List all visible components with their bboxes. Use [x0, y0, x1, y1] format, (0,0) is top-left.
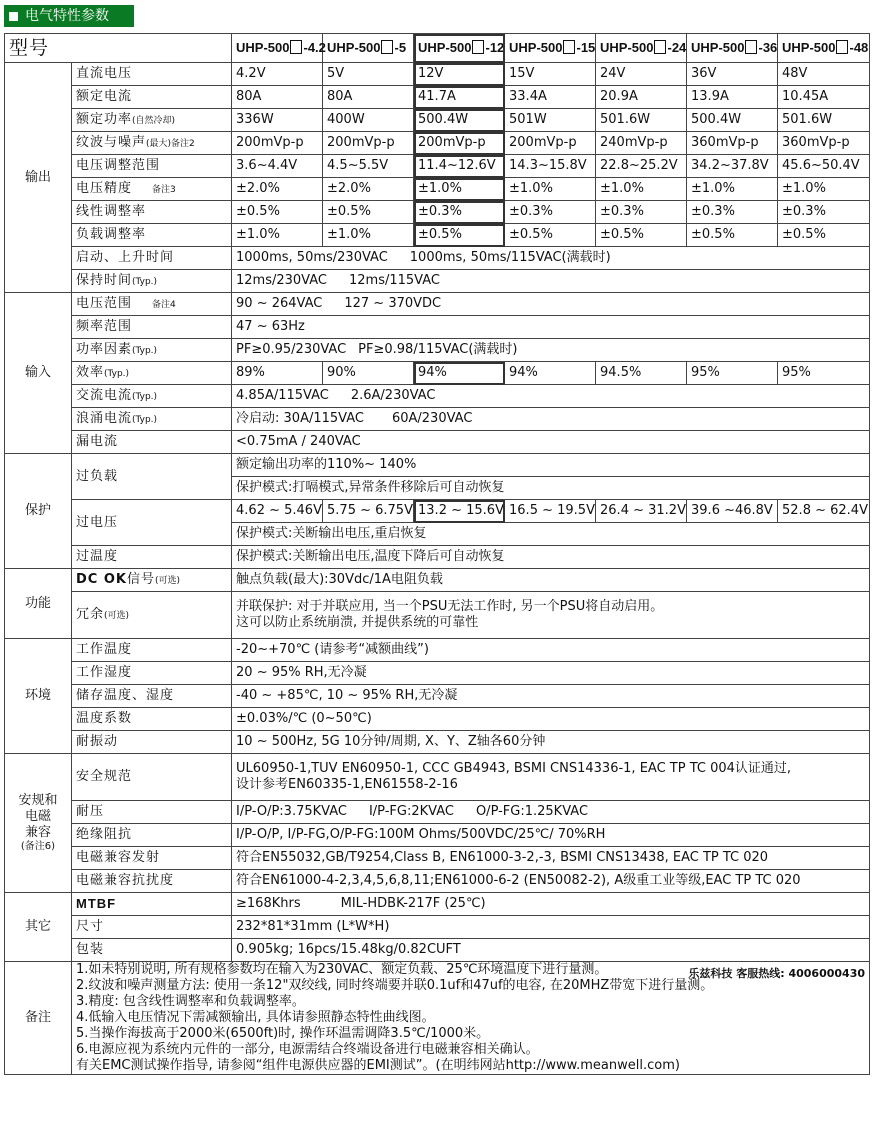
section-safety-emc: 安规和 电磁 兼容 (备注6) — [5, 754, 72, 893]
checkbox-placeholder-icon — [381, 40, 393, 54]
section-banner — [4, 5, 134, 27]
value-cell: 94% — [414, 362, 505, 385]
value-cell: ±1.0% — [232, 224, 323, 247]
value-cell: 12ms/230VAC 12ms/115VAC — [232, 270, 870, 293]
label-withstand: 耐压 — [72, 801, 232, 824]
value-cell: 94.5% — [596, 362, 687, 385]
value-cell: ±1.0% — [687, 178, 778, 201]
value-cell: ±0.5% — [687, 224, 778, 247]
value-cell: 0.905kg; 16pcs/15.48kg/0.82CUFT — [232, 939, 870, 962]
label-overvoltage: 过电压 — [72, 500, 232, 546]
value-cell: ±0.3% — [687, 201, 778, 224]
checkbox-placeholder-icon — [472, 40, 484, 54]
value-cell: ±2.0% — [232, 178, 323, 201]
value-cell: 并联保护: 对于并联应用, 当一个PSU无法工作时, 另一个PSU将自动启用。 这可以防止系统崩溃, 并提供系统的可靠性 — [232, 592, 870, 639]
value-cell: UL60950-1,TUV EN60950-1, CCC GB4943, BSMI CNS14336-1, EAC TP TC 004认证通过, 设计参考EN60335-1,EN61558-2-16 — [232, 754, 870, 801]
model-cell: UHP-500 -4.2 — [232, 34, 323, 63]
row-overvoltage-1 — [5, 500, 870, 523]
value-cell: 45.6~50.4V — [778, 155, 870, 178]
section-notes: 备注 — [5, 962, 72, 1075]
note-line: 4.低输入电压情况下需减额输出, 具体请参照静态特性曲线图。 — [76, 1010, 435, 1025]
row-notes — [5, 962, 870, 1075]
value-cell: 360mVp-p — [687, 132, 778, 155]
section-output: 输出 — [5, 63, 72, 293]
value-cell: 符合EN61000-4-2,3,4,5,6,8,11;EN61000-6-2 (EN50082-2), A级重工业等级,EAC TP TC 020 — [232, 870, 870, 893]
value-cell: ±0.3% — [778, 201, 870, 224]
label-temp-coeff: 温度系数 — [72, 708, 232, 731]
value-cell: 4.5~5.5V — [323, 155, 414, 178]
section-input: 输入 — [5, 293, 72, 454]
value-cell: 52.8 ~ 62.4V — [778, 500, 870, 523]
model-cell: UHP-500 -12 — [414, 34, 505, 63]
row-freq — [5, 316, 870, 339]
value-cell: 360mVp-p — [778, 132, 870, 155]
value-cell: 24V — [596, 63, 687, 86]
value-cell: 41.7A — [414, 86, 505, 109]
section-environment: 环境 — [5, 639, 72, 754]
value-cell: 90 ~ 264VAC 127 ~ 370VDC — [232, 293, 870, 316]
value-cell: 34.2~37.8V — [687, 155, 778, 178]
label-pf: 功率因素(Typ.) — [72, 339, 232, 362]
value-cell: 200mVp-p — [414, 132, 505, 155]
checkbox-placeholder-icon — [836, 40, 848, 54]
row-withstand — [5, 801, 870, 824]
value-cell: -40 ~ +85℃, 10 ~ 95% RH,无冷凝 — [232, 685, 870, 708]
value-cell: 80A — [323, 86, 414, 109]
label-dimension: 尺寸 — [72, 916, 232, 939]
value-cell: 501W — [505, 109, 596, 132]
checkbox-placeholder-icon — [654, 40, 666, 54]
value-cell: 保护模式:打嗝模式,异常条件移除后可自动恢复 — [232, 477, 870, 500]
row-emc-emission — [5, 847, 870, 870]
row-voltage-tol — [5, 178, 870, 201]
value-cell: ±2.0% — [323, 178, 414, 201]
row-redundancy — [5, 592, 870, 639]
model-cell: UHP-500 -36 — [687, 34, 778, 63]
value-cell: ±0.5% — [323, 201, 414, 224]
label-efficiency: 效率(Typ.) — [72, 362, 232, 385]
row-rated-current — [5, 86, 870, 109]
row-dc-voltage — [5, 63, 870, 86]
row-overtemp — [5, 546, 870, 569]
value-cell: ±0.3% — [505, 201, 596, 224]
value-cell: ±0.5% — [778, 224, 870, 247]
row-packing — [5, 939, 870, 962]
value-cell: ±1.0% — [505, 178, 596, 201]
label-work-temp: 工作温度 — [72, 639, 232, 662]
value-cell: 20 ~ 95% RH,无冷凝 — [232, 662, 870, 685]
value-cell: 保护模式:关断输出电压,温度下降后可自动恢复 — [232, 546, 870, 569]
row-isolation — [5, 824, 870, 847]
value-cell: ±0.03%/℃ (0~50℃) — [232, 708, 870, 731]
row-efficiency — [5, 362, 870, 385]
value-cell: 36V — [687, 63, 778, 86]
row-emc-immunity — [5, 870, 870, 893]
model-cell: UHP-500 -24 — [596, 34, 687, 63]
value-cell: 200mVp-p — [323, 132, 414, 155]
label-storage: 储存温度、湿度 — [72, 685, 232, 708]
value-cell: 39.6 ~46.8V — [687, 500, 778, 523]
label-isolation: 绝缘阻抗 — [72, 824, 232, 847]
label-ripple: 纹波与噪声(最大)备注2 — [72, 132, 232, 155]
value-cell: 14.3~15.8V — [505, 155, 596, 178]
value-cell: 90% — [323, 362, 414, 385]
section-others: 其它 — [5, 893, 72, 962]
label-dc-voltage: 直流电压 — [72, 63, 232, 86]
section-protection: 保护 — [5, 454, 72, 569]
row-mtbf — [5, 893, 870, 916]
value-cell: 4.62 ~ 5.46V — [232, 500, 323, 523]
value-cell: 保护模式:关断输出电压,重启恢复 — [232, 523, 870, 546]
value-cell: I/P-O/P:3.75KVAC I/P-FG:2KVAC O/P-FG:1.25KVAC — [232, 801, 870, 824]
label-overload: 过负载 — [72, 454, 232, 500]
label-setup-time: 启动、上升时间 — [72, 247, 232, 270]
model-cell: UHP-500 -48 — [778, 34, 870, 63]
note-line: 3.精度: 包含线性调整率和负载调整率。 — [76, 994, 305, 1009]
value-cell: 33.4A — [505, 86, 596, 109]
row-overload-1 — [5, 454, 870, 477]
value-cell: 12V — [414, 63, 505, 86]
value-cell: 26.4 ~ 31.2V — [596, 500, 687, 523]
value-cell: 240mVp-p — [596, 132, 687, 155]
value-cell: ±0.5% — [232, 201, 323, 224]
value-cell: 触点负载(最大):30Vdc/1A电阻负载 — [232, 569, 870, 592]
label-freq: 频率范围 — [72, 316, 232, 339]
value-cell: ±1.0% — [414, 178, 505, 201]
value-cell: 额定输出功率的110%~ 140% — [232, 454, 870, 477]
value-cell: 1000ms, 50ms/230VAC 1000ms, 50ms/115VAC(满载时) — [232, 247, 870, 270]
label-voltage-adj: 电压调整范围 — [72, 155, 232, 178]
value-cell: ±0.5% — [414, 224, 505, 247]
row-dimension — [5, 916, 870, 939]
model-header-row — [5, 34, 870, 63]
label-voltage-tol: 电压精度 备注3 — [72, 178, 232, 201]
value-cell: 400W — [323, 109, 414, 132]
square-icon — [8, 11, 19, 22]
value-cell: 22.8~25.2V — [596, 155, 687, 178]
row-storage — [5, 685, 870, 708]
value-cell: 200mVp-p — [505, 132, 596, 155]
note-line: 2.纹波和噪声测量方法: 使用一条12"双绞线, 同时终端要并联0.1uf和47uf的电容, 在20MHZ带宽下进行量测。 — [76, 978, 714, 993]
value-cell: 80A — [232, 86, 323, 109]
value-cell: ±0.5% — [596, 224, 687, 247]
checkbox-placeholder-icon — [745, 40, 757, 54]
value-cell: 13.9A — [687, 86, 778, 109]
value-cell: 3.6~4.4V — [232, 155, 323, 178]
label-rated-power: 额定功率(自然冷却) — [72, 109, 232, 132]
note-line: 6.电源应视为系统内元件的一部分, 电源需结合终端设备进行电磁兼容相关确认。 — [76, 1042, 539, 1057]
value-cell: 4.2V — [232, 63, 323, 86]
value-cell: 冷启动: 30A/115VAC 60A/230VAC — [232, 408, 870, 431]
row-input-voltage — [5, 293, 870, 316]
row-dcok — [5, 569, 870, 592]
notes-cell — [72, 962, 870, 1075]
checkbox-placeholder-icon — [290, 40, 302, 54]
label-line-reg: 线性调整率 — [72, 201, 232, 224]
value-cell: 500.4W — [687, 109, 778, 132]
value-cell: 89% — [232, 362, 323, 385]
row-temp-coeff — [5, 708, 870, 731]
value-cell: 95% — [687, 362, 778, 385]
value-cell: 232*81*31mm (L*W*H) — [232, 916, 870, 939]
value-cell: ±1.0% — [323, 224, 414, 247]
value-cell: ±0.3% — [596, 201, 687, 224]
label-vibration: 耐振动 — [72, 731, 232, 754]
row-rated-power — [5, 109, 870, 132]
value-cell: 20.9A — [596, 86, 687, 109]
label-input-voltage: 电压范围 备注4 — [72, 293, 232, 316]
value-cell: ≥168Khrs MIL-HDBK-217F (25℃) — [232, 893, 870, 916]
value-cell: PF≥0.95/230VAC PF≥0.98/115VAC(满载时) — [232, 339, 870, 362]
value-cell: 47 ~ 63Hz — [232, 316, 870, 339]
row-load-reg — [5, 224, 870, 247]
value-cell: 200mVp-p — [232, 132, 323, 155]
label-rated-current: 额定电流 — [72, 86, 232, 109]
value-cell: 15V — [505, 63, 596, 86]
label-work-humid: 工作湿度 — [72, 662, 232, 685]
row-leakage — [5, 431, 870, 454]
row-work-temp — [5, 639, 870, 662]
row-voltage-adj — [5, 155, 870, 178]
label-mtbf: MTBF — [72, 893, 232, 916]
label-emc-immunity: 电磁兼容抗扰度 — [72, 870, 232, 893]
label-safety-standards: 安全规范 — [72, 754, 232, 801]
model-cell: UHP-500 -5 — [323, 34, 414, 63]
value-cell: 10.45A — [778, 86, 870, 109]
label-load-reg: 负载调整率 — [72, 224, 232, 247]
label-inrush: 浪涌电流(Typ.) — [72, 408, 232, 431]
value-cell: 符合EN55032,GB/T9254,Class B, EN61000-3-2,-3, BSMI CNS13438, EAC TP TC 020 — [232, 847, 870, 870]
label-overtemp: 过温度 — [72, 546, 232, 569]
value-cell: 16.5 ~ 19.5V — [505, 500, 596, 523]
value-cell: 500.4W — [414, 109, 505, 132]
value-cell: ±0.5% — [505, 224, 596, 247]
spec-table — [4, 33, 870, 1075]
value-cell: 5V — [323, 63, 414, 86]
value-cell: 4.85A/115VAC 2.6A/230VAC — [232, 385, 870, 408]
value-cell: ±0.3% — [414, 201, 505, 224]
value-cell: ±1.0% — [778, 178, 870, 201]
row-safety-standards — [5, 754, 870, 801]
label-packing: 包装 — [72, 939, 232, 962]
label-leakage: 漏电流 — [72, 431, 232, 454]
label-dcok: DC OK信号(可选) — [72, 569, 232, 592]
label-emc-emission: 电磁兼容发射 — [72, 847, 232, 870]
value-cell: 48V — [778, 63, 870, 86]
model-cell: UHP-500 -15 — [505, 34, 596, 63]
value-cell: 5.75 ~ 6.75V — [323, 500, 414, 523]
note-line: 5.当操作海拔高于2000米(6500ft)时, 操作环温需调降3.5℃/1000米。 — [76, 1026, 490, 1041]
note-line: 有关EMC测试操作指导, 请参阅“组件电源供应器的EMI测试”。(在明纬网站http://www.meanwell.com) — [76, 1058, 680, 1073]
value-cell: <0.75mA / 240VAC — [232, 431, 870, 454]
row-inrush — [5, 408, 870, 431]
value-cell: 11.4~12.6V — [414, 155, 505, 178]
note-line: 1.如未特别说明, 所有规格参数均在输入为230VAC、额定负载、25℃环境温度下进行量测。 — [76, 962, 608, 977]
value-cell: I/P-O/P, I/P-FG,O/P-FG:100M Ohms/500VDC/25℃/ 70%RH — [232, 824, 870, 847]
hotline-text: 乐兹科技 客服热线: 4006000430 — [688, 967, 866, 980]
value-cell: 94% — [505, 362, 596, 385]
row-ac-current — [5, 385, 870, 408]
value-cell: 10 ~ 500Hz, 5G 10分钟/周期, X、Y、Z轴各60分钟 — [232, 731, 870, 754]
row-vibration — [5, 731, 870, 754]
model-label: 型号 — [5, 34, 232, 63]
row-line-reg — [5, 201, 870, 224]
row-ripple — [5, 132, 870, 155]
value-cell: 501.6W — [596, 109, 687, 132]
row-hold-time — [5, 270, 870, 293]
row-pf — [5, 339, 870, 362]
section-function: 功能 — [5, 569, 72, 639]
value-cell: 336W — [232, 109, 323, 132]
checkbox-placeholder-icon — [563, 40, 575, 54]
label-hold-time: 保持时间(Typ.) — [72, 270, 232, 293]
value-cell: 95% — [778, 362, 870, 385]
label-redundancy: 冗余(可选) — [72, 592, 232, 639]
value-cell: ±1.0% — [596, 178, 687, 201]
row-work-humid — [5, 662, 870, 685]
value-cell: 501.6W — [778, 109, 870, 132]
value-cell: 13.2 ~ 15.6V — [414, 500, 505, 523]
row-setup-time — [5, 247, 870, 270]
label-ac-current: 交流电流(Typ.) — [72, 385, 232, 408]
value-cell: -20~+70℃ (请参考“减额曲线”) — [232, 639, 870, 662]
banner-title: 电气特性参数 — [25, 8, 109, 24]
